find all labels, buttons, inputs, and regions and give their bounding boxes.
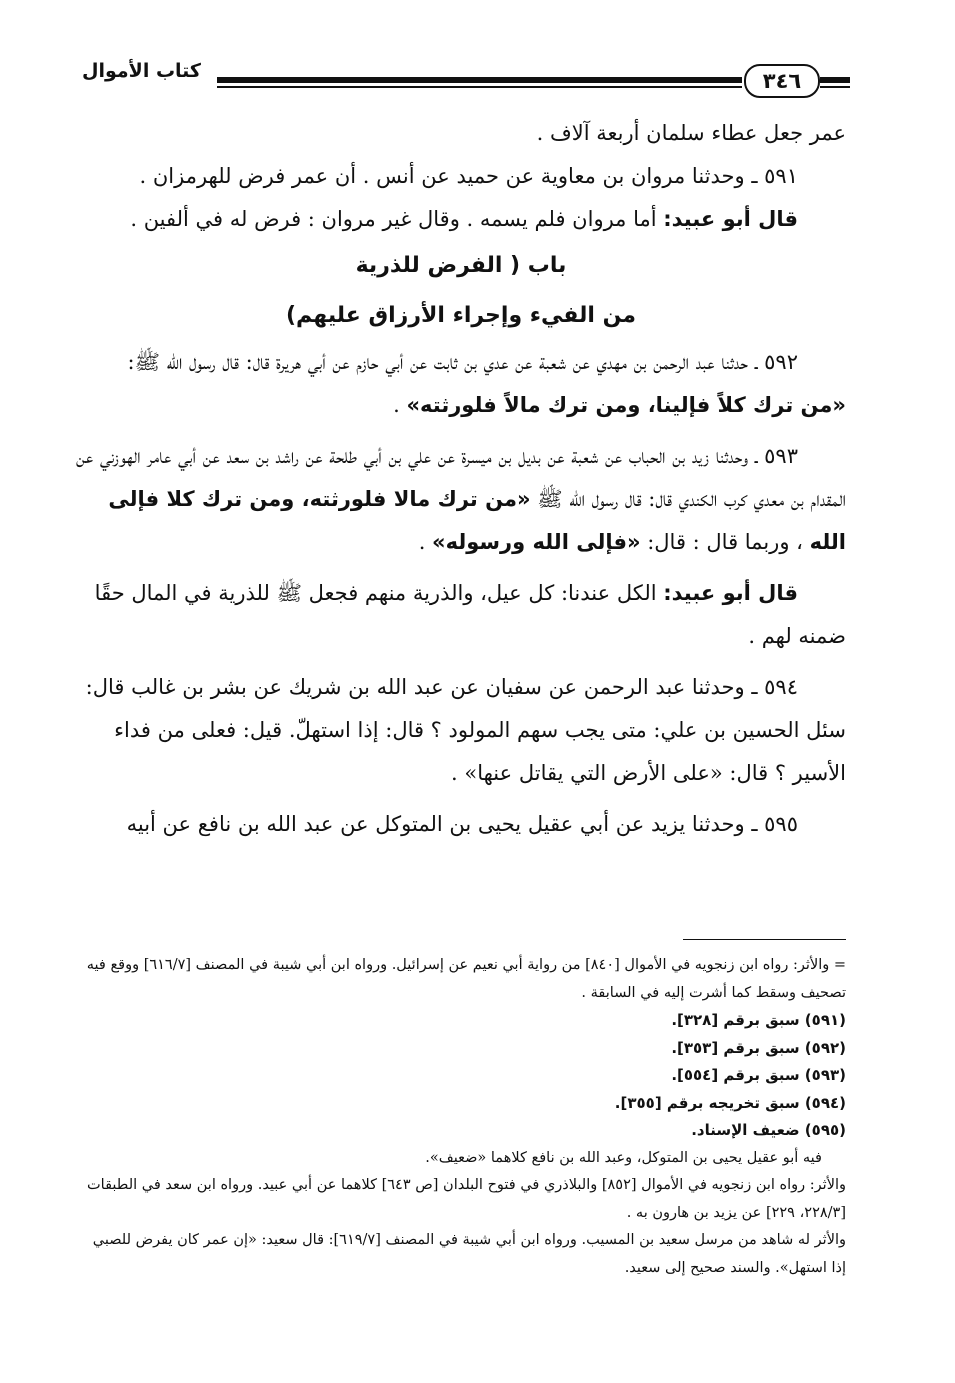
paragraph-abu-ubaid-2	[76, 572, 846, 658]
paragraph-text: ، وربما قال : قال:	[640, 530, 810, 554]
footnote-592: (٥٩٢) سبق برقم [٣٥٣].	[671, 1038, 846, 1057]
footnote-595-note-c: والأثر له شاهد من مرسل سعيد بن المسيب. ورواه ابن أبي شيبة في المصنف [٦١٩/٧]: قال سعيد: «إن عمر كان يفرض للصبي إذا استهل». والسند صحيح إلى سعيد.	[92, 1232, 846, 1276]
page-number: ٣٤٦	[744, 64, 820, 98]
paragraph-text: الكل عندنا: كل عيل، والذرية منهم فجعل ﷺ للذرية في المال حقًا ضمنه لهم .	[94, 581, 846, 648]
paragraph-continuation: عمر جعل عطاء سلمان أربعة آلاف .	[536, 121, 846, 145]
paragraph-591: ٥٩١ ـ وحدثنا مروان بن معاوية عن حميد عن أنس . أن عمر فرض للهرمزان .	[139, 164, 798, 188]
paragraph-text: ٥٩٣ ـ وحدثنا زيد بن الحباب عن شعبة عن بديل بن ميسرة عن علي بن أبي طلحة عن راشد بن سعد عن أبي عامر الهوزني عن المقدام بن معدي كرب الكندي قال: قال رسول الله ﷺ	[76, 444, 846, 511]
paragraph-text: ٥٩٢ ـ حدثنا عبد الرحمن بن مهدي عن شعبة عن عدي بن ثابت عن أبي حازم عن أبي هريرة قال: قال رسول الله ﷺ:	[127, 350, 798, 374]
chapter-subheading: من الفيء وإجراء الأرزاق عليهم)	[285, 303, 637, 328]
footnote-595-note-a: فيه أبو عقيل يحيى بن المتوكل، وعبد الله بن نافع كلاهما «ضعيف».	[425, 1149, 822, 1166]
main-text	[76, 112, 846, 846]
book-title: كتاب الأموال	[82, 60, 201, 82]
paragraph-abu-ubaid-1	[76, 198, 846, 241]
header-rule	[217, 77, 742, 83]
paragraph-595: ٥٩٥ ـ وحدثنا يزيد عن أبي عقيل يحيى بن المتوكل عن عبد الله بن نافع عن أبيه	[126, 812, 798, 836]
footnote-594: (٥٩٤) سبق تخريجه برقم [٣٥٥].	[614, 1093, 846, 1112]
footnote-continued: = والأثر: رواه ابن زنجويه في الأموال [٨٤٠] من رواية أبي نعيم عن إسرائيل. ورواه ابن أبي شيبة في المصنف [٦١٦/٧] ووقع فيه تصحيف وسقط كما أشرت إليه في السابقة .	[86, 957, 846, 1001]
header-rule-end-thin	[820, 86, 850, 88]
chapter-heading: باب ( الفرض للذرية	[355, 253, 567, 278]
speaker-label: قال أبو عبيد:	[663, 581, 798, 605]
punctuation: .	[393, 393, 407, 417]
footnote-595: (٥٩٥) ضعيف الإسناد.	[691, 1121, 846, 1139]
footnote-593: (٥٩٣) سبق برقم [٥٥٤].	[671, 1066, 846, 1084]
footnote-591: (٥٩١) سبق برقم [٣٢٨].	[671, 1011, 846, 1029]
hadith-quote: «من ترك مالا فلورثته، ومن ترك كلا فإلى الله	[108, 487, 846, 554]
header-rule-end	[820, 77, 850, 83]
hadith-quote: «من ترك كلاً فإلينا، ومن ترك مالاً فلورثته»	[406, 393, 846, 417]
hadith-quote: «فإلى الله ورسوله»	[432, 530, 641, 554]
paragraph-text: أما مروان فلم يسمه . وقال غير مروان : فرض له في ألفين .	[130, 207, 664, 231]
paragraph-594: ٥٩٤ ـ وحدثنا عبد الرحمن عن سفيان عن عبد الله بن شريك عن بشر بن غالب قال: سئل الحسين بن علي: متى يجب سهم المولود ؟ قال: إذا استهلّ. قيل: فعلى من فداء الأسير ؟ قال: «على الأرض التي يقاتل عنها» .	[85, 675, 846, 785]
paragraph-592	[76, 341, 846, 427]
page-header	[60, 48, 850, 98]
footnote-595-note-b: والأثر: رواه ابن زنجويه في الأموال [٨٥٢] والبلاذري في فتوح البلدان [ص ٦٤٣] كلاهما عن أبي عبيد. ورواه ابن سعد في الطبقات [٢٢٨/٣، ٢٢٩] عن يزيد بن هارون به .	[87, 1177, 846, 1221]
paragraph-593	[76, 435, 846, 564]
footnotes	[74, 952, 846, 1282]
footnote-separator	[683, 939, 846, 940]
punctuation: .	[418, 530, 433, 554]
speaker-label: قال أبو عبيد:	[663, 207, 798, 231]
header-rule-thin	[217, 86, 742, 88]
